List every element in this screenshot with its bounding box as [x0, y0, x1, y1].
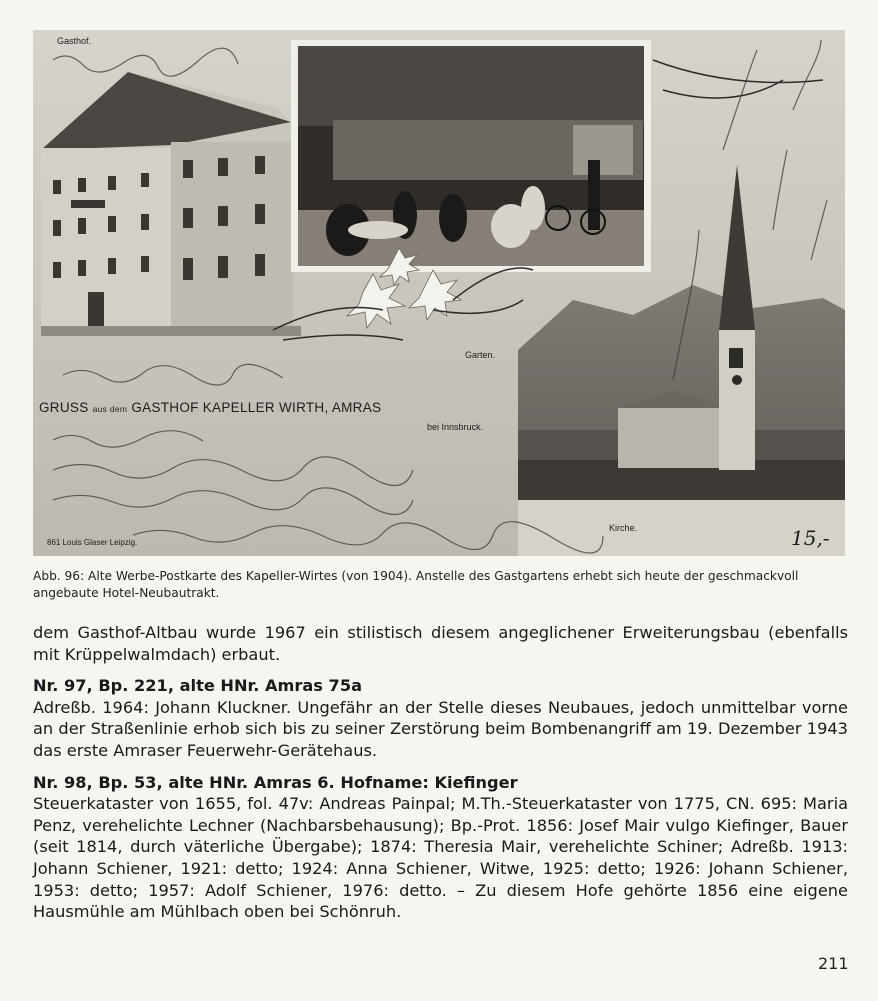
section-text: Steuerkataster von 1655, fol. 47v: Andreas Painpal; M.Th.-Steuerkataster von 1775, CN. 695: Maria Penz, verehelichte Lechner (Nachbarsbehausung); Bp.-Prot. 1856: Josef Mair vulgo Kiefinger, Bauer (seit 1814, durch väterliche Übergabe); 1874: Theresia Mair, verehelichte Schiner; Adreßb. 1913: Johann Schiener, 1921: detto; 1924: Anna Schiener, Witwe, 1925: detto; 1926: Johann Schiener, 1953: detto; 1957: Adolf Schiener, 1976: detto. – Zu diesem Hofe gehörte 1856 eine eigene Hausmühle am Mühlbach oben bei Schönruh. — [33, 794, 848, 922]
greeting-line — [39, 400, 381, 415]
body-text — [33, 622, 848, 923]
section-heading: Nr. 97, Bp. 221, alte HNr. Amras 75a — [33, 676, 363, 696]
greeting-aus-dem: aus dem — [92, 404, 128, 414]
greeting-name: GASTHOF KAPELLER WIRTH, AMRAS — [131, 400, 382, 415]
greeting-location: bei Innsbruck. — [427, 422, 484, 432]
publisher-imprint: 861 Louis Glaser Leipzig. — [47, 538, 138, 547]
greeting-gruss: GRUSS — [39, 400, 89, 415]
price-mark: 15,- — [791, 526, 830, 550]
postcard-image — [33, 30, 845, 556]
section-heading: Nr. 98, Bp. 53, alte HNr. Amras 6. Hofname: Kiefinger — [33, 772, 518, 792]
intro-paragraph: dem Gasthof-Altbau wurde 1967 ein stilistisch diesem angeglichener Erweiterungsbau (ebenfalls mit Krüppelwalmdach) erbaut. — [33, 623, 848, 664]
label-garten: Garten. — [465, 350, 496, 360]
label-gasthof: Gasthof. — [57, 36, 92, 46]
section-text: Adreßb. 1964: Johann Kluckner. Ungefähr an der Stelle dieses Neubaues, jedoch unmittelbar vorne an der Straßenlinie erhob sich bis zu seiner Zerstörung beim Bombenangriff am 19. Dezember 1943 das erste Amraser Feuerwehr-Gerätehaus. — [33, 697, 848, 760]
page-number: 211 — [818, 954, 849, 973]
figure-caption: Abb. 96: Alte Werbe-Postkarte des Kapeller-Wirtes (von 1904). Anstelle des Gastgartens erhebt sich heute der geschmackvoll angebaute Hotel-Neubautrakt. — [33, 569, 799, 600]
label-kirche: Kirche. — [609, 523, 638, 533]
garten-inset — [291, 40, 651, 272]
postcard-illustration — [33, 30, 845, 556]
